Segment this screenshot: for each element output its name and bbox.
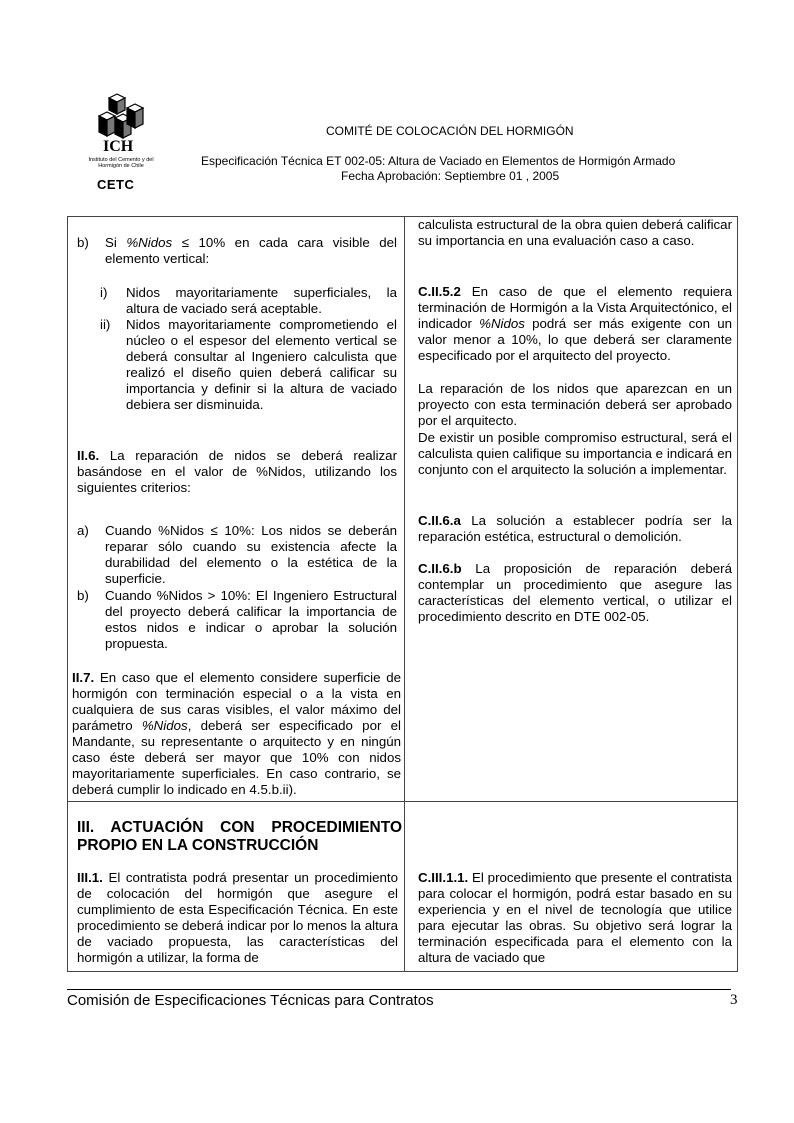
list-marker: b): [77, 588, 89, 603]
spec-title: Especificación Técnica ET 002-05: Altura de Vaciado en Elementos de Hormigón Armado: [201, 154, 676, 168]
clause-ii7: II.7. En caso que el elemento considere superficie de hormigón con terminación especial o a la vista en cualquiera de sus caras visibles, el valor máximo del parámetro %Nidos, deberá ser especificado por el Mandante, su representante o arquitecto y en ningún caso éste deberá ser mayor que 10% con nidos mayoritariamente superficiales. En caso contrario, se deberá cumplir lo indicado en 4.5.b.ii).: [72, 670, 402, 797]
approval-date: Fecha Aprobación: Septiembre 01 , 2005: [341, 169, 560, 183]
commentary-c-ii-6-b: C.II.6.b La proposición de reparación deberá contemplar un procedimiento que asegure las características del elemento vertical, o utilizar el procedimiento descrito en DTE 002-05.: [418, 561, 732, 624]
ich-logo: [80, 92, 170, 202]
clause-iii1: III.1. El contratista podrá presentar un procedimiento de colocación del hormigón que asegure el cumplimiento de esta Especificación Técnica. En este procedimiento se deberá indicar por lo menos la altura de vaciado propuesta, las características del hormigón a utilizar, la forma de: [77, 870, 398, 965]
committee-title: COMITÉ DE COLOCACIÓN DEL HORMIGÓN: [326, 124, 574, 138]
list-text: Cuando %Nidos ≤ 10%: Los nidos se deberán reparar sólo cuando su existencia afecte la durabilidad del elemento o la estética de la superficie.: [105, 523, 397, 586]
table-row-1: [68, 217, 737, 801]
list-marker: b): [77, 235, 89, 250]
list-text: Nidos mayoritariamente comprometiendo el núcleo o el espesor del elemento vertical se deberá consultar al Ingeniero calculista que realizó el diseño quien deberá calificar su importancia y definir si la altura de vaciado debiera ser disminuida.: [126, 317, 397, 412]
logo-institute: Instituto del Cemento y del Hormigón de Chile: [88, 157, 154, 169]
list-marker: a): [77, 523, 89, 538]
table-row-2: [68, 802, 737, 971]
page-number: 3: [730, 992, 738, 1008]
list-marker: ii): [100, 317, 111, 332]
list-text: Si %Nidos ≤ 10% en cada cara visible del elemento vertical:: [105, 235, 397, 266]
cubes-logo-icon: [95, 92, 147, 140]
logo-sub: CETC: [97, 177, 135, 192]
clause-ii6: II.6. La reparación de nidos se deberá realizar basándose en el valor de %Nidos, utilizando los siguientes criterios:: [77, 448, 397, 495]
footer-rule: [67, 989, 731, 990]
commentary-c-ii-5-2: C.II.5.2 En caso de que el elemento requiera terminación de Hormigón a la Vista Arquitectónico, el indicador %Nidos podrá ser más exigente con un valor menor a 10%, lo que deberá ser claramente especificado por el arquitecto del proyecto.: [418, 284, 732, 363]
list-marker: i): [100, 285, 108, 300]
commentary-continuation: calculista estructural de la obra quien deberá calificar su importancia en una evaluación caso a caso.: [418, 217, 732, 248]
commentary-paragraph: De existir un posible compromiso estructural, será el calculista quien califique su importancia e indicará en conjunto con el arquitecto la solución a implementar.: [418, 430, 732, 477]
commentary-c-ii-6-a: C.II.6.a La solución a establecer podría ser la reparación estética, estructural o demolición.: [418, 513, 732, 544]
list-text: Cuando %Nidos > 10%: El Ingeniero Estructural del proyecto deberá calificar la importancia de estos nidos e indicar o aprobar la solución propuesta.: [105, 588, 397, 651]
footer-text: Comisión de Especificaciones Técnicas para Contratos: [67, 992, 434, 1009]
list-text: Nidos mayoritariamente superficiales, la altura de vaciado será aceptable.: [126, 285, 397, 316]
commentary-c-iii-1-1: C.III.1.1. El procedimiento que presente el contratista para colocar el hormigón, podrá estar basado en su experiencia y en el nivel de tecnología que utilice para ejecutar las obras. Su objetivo será lograr la terminación especificada para el elemento con la altura de vaciado que: [418, 870, 732, 965]
commentary-paragraph: La reparación de los nidos que aparezcan en un proyecto con esta terminación deberá ser aprobado por el arquitecto.: [418, 381, 732, 428]
logo-abbr: ICH: [103, 138, 134, 155]
section-heading: III. ACTUACIÓN CON PROCEDIMIENTO PROPIO EN LA CONSTRUCCIÓN: [77, 819, 402, 854]
